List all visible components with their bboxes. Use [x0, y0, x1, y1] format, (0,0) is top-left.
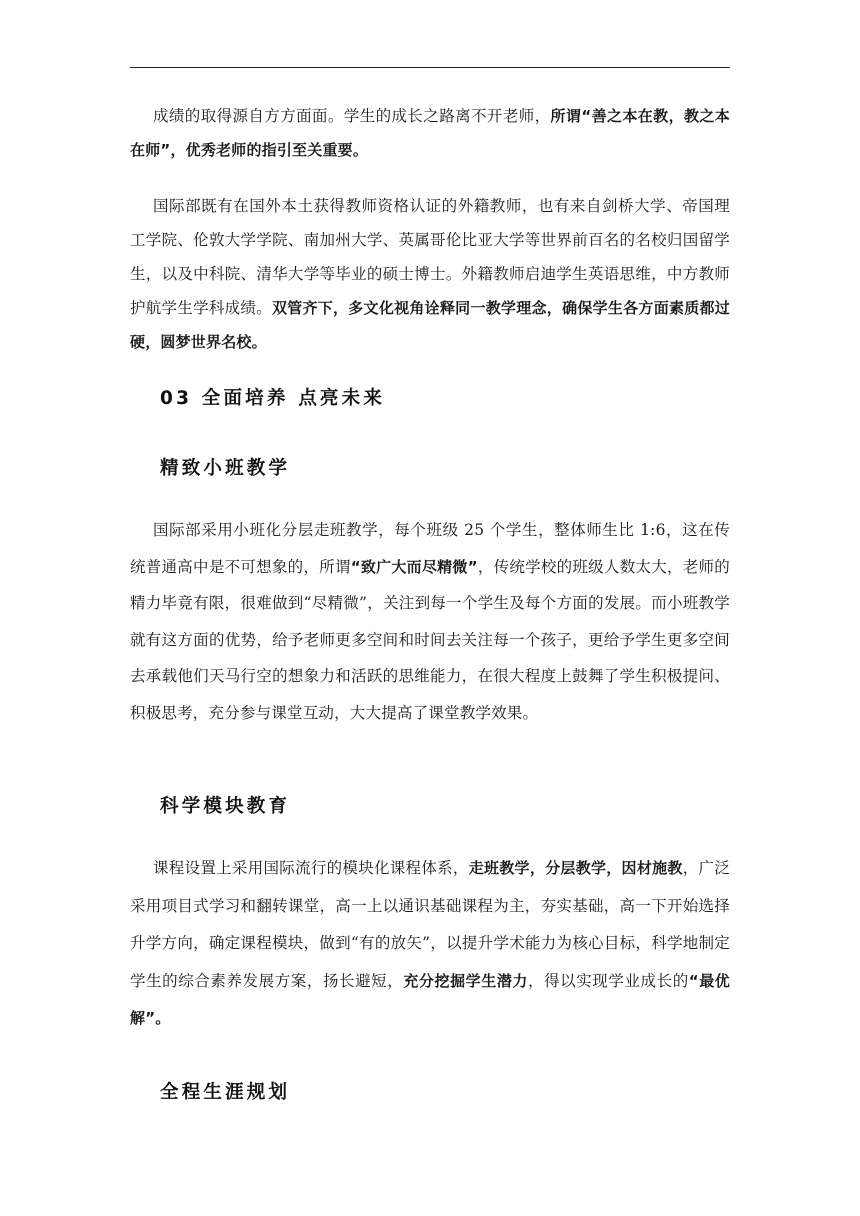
paragraph-bold-text: 充分挖掘学生潜力 [403, 971, 528, 990]
subheading-module-education: 科学模块教育 [160, 796, 291, 817]
paragraph-teachers-intro [130, 99, 730, 167]
subheading-small-class: 精致小班教学 [160, 458, 291, 479]
paragraph-text: 国际部采用小班化分层走班教学，每个班级 25 个学生，整体师生比 1:6，这在传统普通高中是不可想象的，所谓 [130, 521, 730, 576]
paragraph-module-education [130, 850, 730, 1038]
paragraph-bold-text: 走班教学，分层教学，因材施教 [468, 859, 683, 877]
paragraph-text: 课程设置上采用国际流行的模块化课程体系， [153, 859, 469, 877]
section-heading: 03 全面培养 点亮未来 [160, 388, 386, 409]
paragraph-text: 国际部既有在国外本土获得教师资格认证的外籍教师，也有来自剑桥大学、帝国理工学院、伦敦大学学院、南加州大学、英属哥伦比亚大学等世界前百名的名校归国留学生，以及中科院、清华大学等毕业的硕士博士。外籍教师启迪学生英语思维，中方教师护航学生学科成绩。 [130, 197, 730, 317]
paragraph-small-class [130, 512, 730, 731]
paragraph-text: ，得以实现学业成长的 [527, 971, 689, 990]
paragraph-text: 成绩的取得源自方方面面。学生的成长之路离不开老师， [153, 107, 551, 125]
paragraph-bold-text: 所谓“善之本在教，教之本在师”，优秀老师的指引至关重要。 [130, 107, 730, 159]
header-rule [130, 67, 730, 68]
paragraph-bold-text: 双管齐下，多文化视角诠释同一教学理念，确保学生各方面素质都过硬，圆梦世界名校。 [130, 299, 730, 351]
paragraph-bold-text: “致广大而尽精微” [350, 557, 478, 576]
paragraph-text: ，传统学校的班级人数太大，老师的精力毕竟有限，很难做到“尽精微”，关注到每一个学生及每个方面的发展。而小班教学就有这方面的优势，给予老师更多空间和时间去关注每一个孩子，更给予学生更多空间去承载他们天马行空的想象力和活跃的思维能力，在很大程度上鼓舞了学生积极提问、积极思考，充分参与课堂互动，大大提高了课堂教学效果。 [130, 557, 730, 722]
paragraph-faculty [130, 189, 730, 359]
subheading-career-planning: 全程生涯规划 [160, 1082, 291, 1103]
paragraph-bold-text: “最优解”。 [130, 971, 730, 1027]
paragraph-text: ，广泛采用项目式学习和翻转课堂，高一上以通识基础课程为主，夯实基础，高一下开始选择升学方向，确定课程模块，做到“有的放矢”，以提升学术能力为核心目标，科学地制定学生的综合素养发展方案，扬长避短， [130, 859, 730, 990]
